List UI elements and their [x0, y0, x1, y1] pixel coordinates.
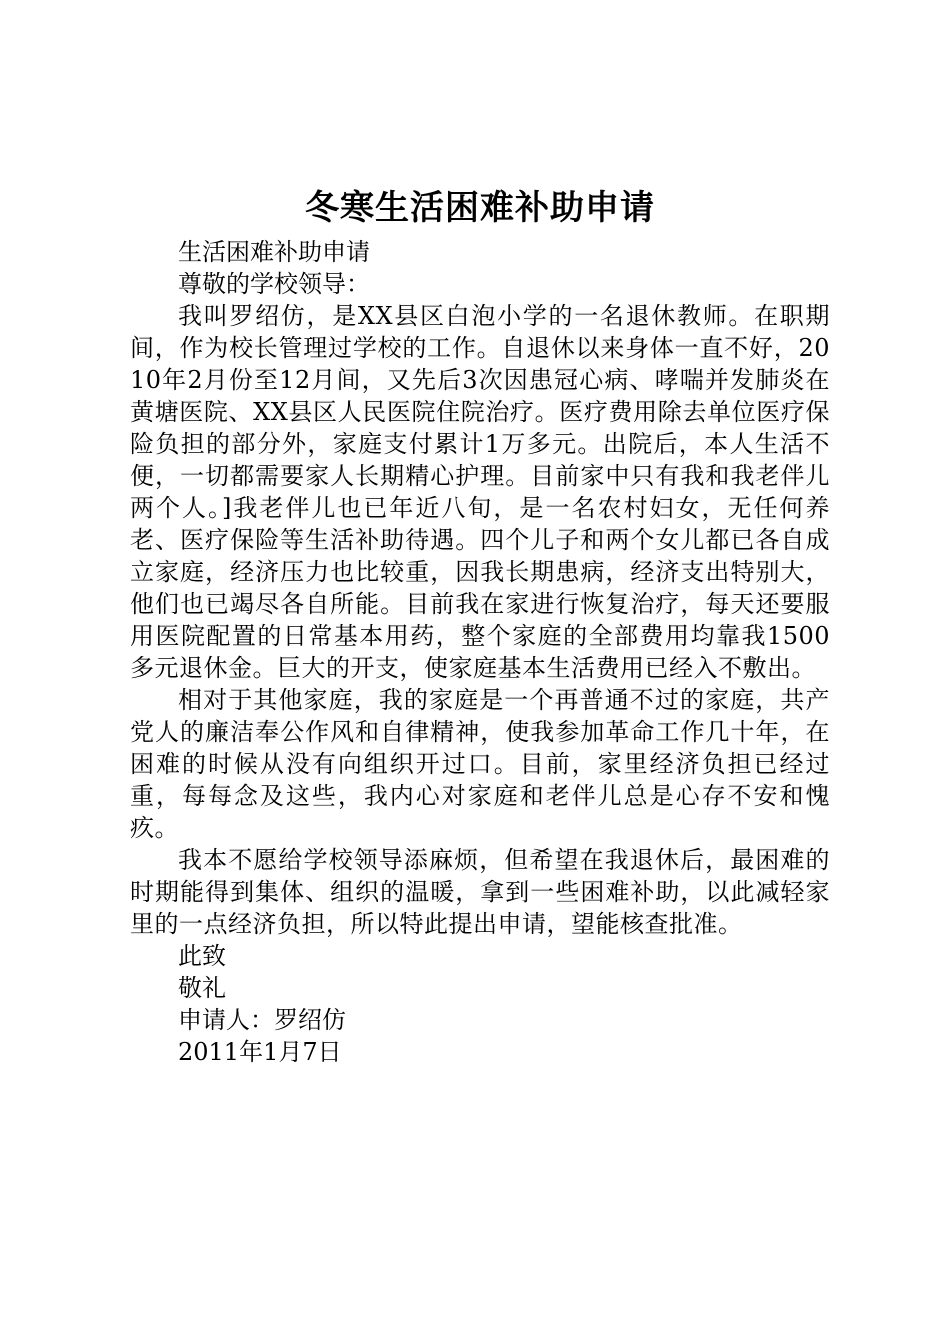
document-title: 冬寒生活困难补助申请 — [305, 188, 655, 228]
closing-ci-zhi: 此致 — [178, 942, 226, 970]
document-date: 2011年1月7日 — [178, 1038, 342, 1066]
body-paragraph-3: 我本不愿给学校领导添麻烦，但希望在我退休后，最困难的时期能得到集体、组织的温暖，拿到一些困难补助，以此减轻家里的一点经济负担，所以特此提出申请，望能核查批准。 — [130, 846, 830, 938]
salutation: 尊敬的学校领导： — [178, 270, 370, 298]
document-page — [130, 184, 830, 1068]
document-subtitle: 生活困难补助申请 — [178, 238, 370, 266]
applicant-signature: 申请人：罗绍仿 — [178, 1006, 346, 1034]
body-paragraph-1: 我叫罗绍仿，是XX县区白泡小学的一名退休教师。在职期间，作为校长管理过学校的工作。自退休以来身体一直不好，2010年2月份至12月间，又先后3次因患冠心病、哮喘并发肺炎在黄塘医院、XX县区人民医院住院治疗。医疗费用除去单位医疗保险负担的部分外，家庭支付累计1万多元。出院后，本人生活不便，一切都需要家人长期精心护理。目前家中只有我和我老伴儿两个人。]我老伴儿也已年近八旬，是一名农村妇女，无任何养老、医疗保险等生活补助待遇。四个儿子和两个女儿都已各自成立家庭，经济压力也比较重，因我长期患病，经济支出特别大，他们也已竭尽各自所能。目前我在家进行恢复治疗，每天还要服用医院配置的日常基本用药，整个家庭的全部费用均靠我1500多元退休金。巨大的开支，使家庭基本生活费用已经入不敷出。 — [130, 302, 830, 682]
body-paragraph-2: 相对于其他家庭，我的家庭是一个再普通不过的家庭，共产党人的廉洁奉公作风和自律精神，使我参加革命工作几十年，在困难的时候从没有向组织开过口。目前，家里经济负担已经过重，每每念及这些，我内心对家庭和老伴儿总是心存不安和愧疚。 — [130, 686, 830, 842]
closing-jing-li: 敬礼 — [178, 974, 226, 1002]
